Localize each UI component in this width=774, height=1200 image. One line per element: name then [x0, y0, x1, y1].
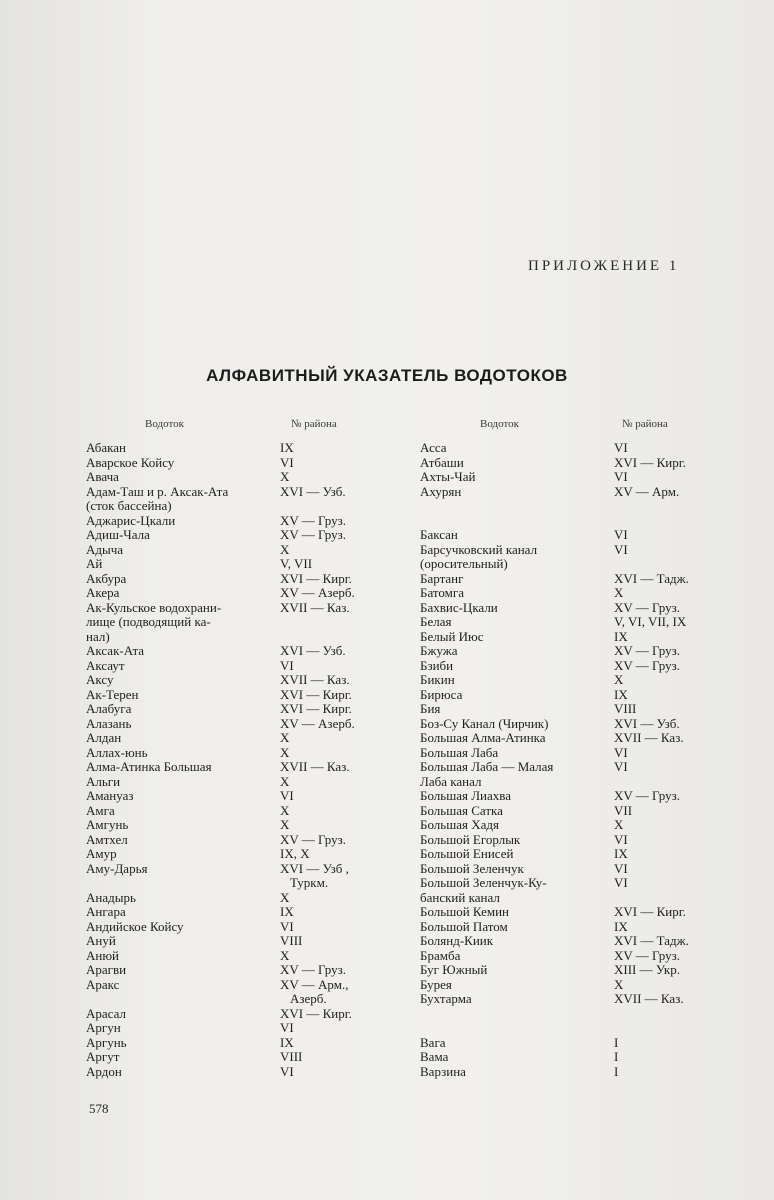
stream-name: Большой Енисей — [420, 846, 514, 861]
index-entry — [86, 470, 396, 485]
district-number: VII — [614, 802, 633, 818]
stream-name: Большая Лаба — Малая Лаба канал — [420, 759, 554, 789]
stream-name: Белый Июс — [420, 628, 484, 644]
index-entry — [420, 731, 720, 746]
district-number: XV — Груз. — [280, 527, 346, 542]
header-district-left: № района — [291, 418, 337, 430]
district-number: VI — [614, 440, 628, 455]
stream-name: Аджарис-Цкали — [86, 512, 176, 528]
stream-name: Бжужа — [420, 643, 458, 658]
district-number: VIII — [280, 933, 303, 948]
stream-name: Арасал — [86, 1005, 126, 1021]
index-entry — [86, 586, 396, 601]
index-entry — [86, 456, 396, 471]
stream-name: Адиш-Чала — [86, 527, 150, 542]
index-entry — [420, 905, 720, 920]
stream-name: Аргунь — [86, 1034, 127, 1050]
district-number: XV — Азерб. — [280, 585, 355, 600]
index-entry — [86, 978, 396, 1007]
district-number: X — [280, 469, 290, 484]
district-number: XV — Арм. — [614, 483, 680, 499]
stream-name: Аварское Койсу — [86, 454, 175, 470]
index-entry — [420, 1036, 720, 1051]
appendix-label: ПРИЛОЖЕНИЕ 1 — [528, 258, 680, 274]
district-number: VI — [280, 657, 294, 673]
index-entry — [86, 746, 396, 761]
index-entry — [86, 1065, 396, 1080]
district-number: XVI — Тадж. — [614, 570, 689, 586]
index-entry — [420, 485, 720, 500]
district-number: XVI — Кирг. — [280, 570, 352, 586]
index-entry — [420, 659, 720, 674]
index-entry — [420, 876, 720, 905]
stream-name: Аксак-Ата — [86, 643, 145, 658]
district-number: XVI — Тадж. — [614, 933, 689, 948]
index-entry — [86, 717, 396, 732]
stream-name: Ак-Терен — [86, 686, 139, 702]
index-entry — [420, 746, 720, 761]
index-entry — [420, 470, 720, 485]
district-number: XV — Груз. — [614, 643, 680, 658]
index-entry — [86, 441, 396, 456]
district-number: XV — Груз. — [280, 831, 346, 847]
index-entry — [86, 833, 396, 848]
stream-name: Бухтарма — [420, 991, 472, 1006]
index-entry — [420, 673, 720, 688]
index-entry — [86, 543, 396, 558]
district-number: VI — [614, 541, 628, 557]
district-number: VI — [614, 860, 628, 876]
stream-name: Вага — [420, 1034, 446, 1050]
index-entry — [86, 862, 396, 891]
stream-name: Ангара — [86, 904, 126, 919]
index-entry — [420, 992, 720, 1007]
index-entry — [420, 543, 720, 572]
index-entry — [86, 1007, 396, 1022]
district-number: XVII — Каз. — [614, 991, 684, 1006]
index-entry — [420, 615, 720, 630]
index-entry — [86, 963, 396, 978]
stream-name: Варзина — [420, 1063, 466, 1079]
district-number: VI — [280, 1063, 294, 1079]
district-number: XIII — Укр. — [614, 962, 681, 977]
district-number: VI — [280, 918, 294, 934]
district-number: X — [280, 802, 290, 818]
stream-name: Ахурян — [420, 483, 462, 499]
stream-name: Бахвис-Цкали — [420, 599, 498, 615]
stream-name: Бия — [420, 701, 441, 716]
stream-name: Буг Южный — [420, 962, 488, 977]
district-number: VI — [614, 875, 628, 890]
stream-name: Бирюса — [420, 686, 463, 702]
district-number: XVI — Кирг. — [280, 701, 352, 716]
stream-name: Асса — [420, 440, 447, 455]
district-number: VI — [280, 1020, 294, 1035]
index-entry — [86, 920, 396, 935]
index-entry — [86, 644, 396, 659]
district-number: XV — Груз. — [280, 962, 346, 977]
index-entry — [420, 528, 720, 543]
index-column-right — [420, 441, 720, 1079]
index-entry — [86, 949, 396, 964]
district-number: XVI — Кирг. — [614, 904, 686, 919]
index-entry — [420, 789, 720, 804]
header-district-right: № района — [622, 418, 668, 430]
district-number: X — [280, 947, 290, 963]
header-stream-left: Водоток — [145, 418, 184, 430]
district-number: V, VII — [280, 556, 313, 571]
stream-name: Брамба — [420, 947, 461, 963]
index-entry — [420, 644, 720, 659]
stream-name: Аллах-юнь — [86, 744, 148, 760]
district-number: IX — [614, 846, 628, 861]
section-gap — [420, 1007, 720, 1022]
district-number: X — [280, 730, 290, 745]
stream-name: Амга — [86, 802, 115, 818]
stream-name: Алазань — [86, 715, 132, 731]
district-number: X — [280, 889, 290, 905]
index-entry — [420, 833, 720, 848]
district-number: X — [614, 976, 624, 992]
index-entry — [420, 934, 720, 949]
district-number: X — [280, 744, 290, 760]
district-number: I — [614, 1049, 619, 1064]
stream-name: Большая Хадя — [420, 817, 499, 832]
district-number: XVII — Каз. — [614, 730, 684, 745]
stream-name: Бзиби — [420, 657, 454, 673]
stream-name: Алма-Атинка Большая — [86, 759, 212, 774]
stream-name: Аму-Дарья — [86, 860, 148, 876]
index-entry — [86, 702, 396, 717]
district-number: X — [280, 817, 290, 832]
district-number: XVII — Каз. — [280, 759, 350, 774]
index-entry — [86, 934, 396, 949]
index-entry — [86, 688, 396, 703]
district-number: XV — Груз. — [280, 512, 346, 528]
section-gap — [420, 499, 720, 514]
index-entry — [86, 1036, 396, 1051]
district-number: XVI — Кирг. — [614, 454, 686, 470]
header-stream-right: Водоток — [480, 418, 519, 430]
index-entry — [420, 688, 720, 703]
index-entry — [86, 818, 396, 833]
stream-name: Арагви — [86, 962, 127, 977]
stream-name: Боз-Су Канал (Чирчик) — [420, 715, 549, 731]
district-number: IX — [280, 904, 294, 919]
index-entry — [420, 586, 720, 601]
stream-name: Бурея — [420, 976, 452, 992]
index-entry — [420, 847, 720, 862]
stream-name: Акбура — [86, 570, 127, 586]
index-entry — [86, 485, 396, 514]
stream-name: Бартанг — [420, 570, 464, 586]
district-number: XVI — Узб , Туркм. — [280, 860, 349, 890]
district-number: I — [614, 1063, 619, 1079]
index-entry — [86, 804, 396, 819]
district-number: XVII — Каз. — [280, 599, 350, 615]
stream-name: Ахты-Чай — [420, 469, 476, 484]
district-number: VIII — [614, 701, 637, 716]
stream-name: Аксу — [86, 672, 114, 687]
index-entry — [420, 572, 720, 587]
index-entry — [420, 717, 720, 732]
stream-name: Анадырь — [86, 889, 136, 905]
index-entry — [86, 1050, 396, 1065]
stream-name: Ануй — [86, 933, 116, 948]
district-number: XV — Арм., Азерб. — [280, 976, 349, 1006]
district-number: VI — [614, 527, 628, 542]
stream-name: Большой Зеленчук — [420, 860, 524, 876]
stream-name: Алабуга — [86, 701, 132, 716]
district-number: XVI — Узб. — [614, 715, 680, 731]
index-entry — [86, 847, 396, 862]
district-number: IX — [614, 628, 628, 644]
district-number: I — [614, 1034, 619, 1050]
index-entry — [86, 760, 396, 775]
district-number: X — [280, 541, 290, 557]
stream-name: Большая Сатка — [420, 802, 503, 818]
district-number: VI — [280, 454, 294, 470]
stream-name: Амануаз — [86, 788, 134, 803]
district-number: IX — [614, 686, 628, 702]
stream-name: Аракс — [86, 976, 120, 992]
district-number: X — [614, 585, 624, 600]
section-gap — [420, 1021, 720, 1036]
district-number: IX — [280, 440, 294, 455]
district-number: XV — Азерб. — [280, 715, 355, 731]
index-entry — [86, 789, 396, 804]
district-number: X — [614, 817, 624, 832]
stream-name: Большой Егорлык — [420, 831, 521, 847]
stream-name: Алдан — [86, 730, 122, 745]
district-number: IX — [280, 1034, 294, 1050]
index-entry — [420, 949, 720, 964]
index-entry — [420, 818, 720, 833]
index-entry — [86, 601, 396, 645]
stream-name: Акера — [86, 585, 120, 600]
stream-name: Большая Лаба — [420, 744, 499, 760]
index-entry — [420, 862, 720, 877]
stream-name: Аргун — [86, 1020, 121, 1035]
stream-name: Батомга — [420, 585, 464, 600]
stream-name: Авача — [86, 469, 119, 484]
index-entry — [420, 963, 720, 978]
district-number: XVI — Узб. — [280, 643, 346, 658]
district-number: X — [280, 773, 290, 789]
district-number: VIII — [280, 1049, 303, 1064]
stream-name: Анюй — [86, 947, 120, 963]
index-entry — [86, 557, 396, 572]
index-entry — [420, 630, 720, 645]
stream-name: Баксан — [420, 527, 458, 542]
index-entry — [86, 775, 396, 790]
district-number: XV — Груз. — [614, 947, 680, 963]
stream-name: Андийское Койсу — [86, 918, 184, 934]
index-entry — [420, 456, 720, 471]
index-entry — [86, 572, 396, 587]
stream-name: Бикин — [420, 672, 455, 687]
index-entry — [420, 804, 720, 819]
index-entry — [86, 1021, 396, 1036]
stream-name: Ай — [86, 556, 103, 571]
index-entry — [86, 905, 396, 920]
district-number: IX — [614, 918, 628, 934]
stream-name: Аксаут — [86, 657, 125, 673]
stream-name: Белая — [420, 614, 452, 629]
district-number: XV — Груз. — [614, 599, 680, 615]
district-number: X — [614, 672, 624, 687]
index-column-left — [86, 441, 396, 1079]
district-number: VI — [614, 744, 628, 760]
stream-name: Амур — [86, 846, 117, 861]
stream-name: Альги — [86, 773, 121, 789]
stream-name: Ардон — [86, 1063, 122, 1079]
stream-name: Большой Кемин — [420, 904, 510, 919]
district-number: VI — [280, 788, 294, 803]
stream-name: Адам-Таш и р. Аксак-Ата (сток бассейна) — [86, 483, 229, 513]
index-entry — [420, 1050, 720, 1065]
stream-name: Ак-Кульское водохрани- лище (подводящий ка- нал) — [86, 599, 222, 644]
district-number: XVI — Кирг. — [280, 686, 352, 702]
district-number: XVI — Узб. — [280, 483, 346, 499]
district-number: VI — [614, 759, 628, 774]
page-number: 578 — [89, 1101, 109, 1116]
stream-name: Абакан — [86, 440, 126, 455]
index-entry — [420, 601, 720, 616]
stream-name: Амтхел — [86, 831, 128, 847]
stream-name: Большой Зеленчук-Ку- банский канал — [420, 875, 547, 905]
district-number: IX, X — [280, 846, 310, 861]
stream-name: Вама — [420, 1049, 449, 1064]
page-title: АЛФАВИТНЫЙ УКАЗАТЕЛЬ ВОДОТОКОВ — [206, 366, 568, 385]
index-entry — [420, 920, 720, 935]
index-entry — [420, 702, 720, 717]
district-number: XV — Груз. — [614, 657, 680, 673]
stream-name: Барсучковский канал (оросительный) — [420, 541, 538, 571]
index-entry — [420, 978, 720, 993]
stream-name: Атбаши — [420, 454, 464, 470]
stream-name: Большой Патом — [420, 918, 508, 934]
district-number: XV — Груз. — [614, 788, 680, 803]
district-number: VI — [614, 469, 628, 484]
stream-name: Болянд-Киик — [420, 933, 494, 948]
index-entry — [86, 659, 396, 674]
stream-name: Адыча — [86, 541, 124, 557]
district-number: VI — [614, 831, 628, 847]
stream-name: Большая Алма-Атинка — [420, 730, 546, 745]
index-entry — [420, 441, 720, 456]
index-entry — [420, 760, 720, 789]
district-number: XVI — Кирг. — [280, 1005, 352, 1021]
stream-name: Большая Лиахва — [420, 788, 511, 803]
index-entry — [86, 528, 396, 543]
stream-name: Аргут — [86, 1049, 120, 1064]
index-entry — [86, 891, 396, 906]
stream-name: Амгунь — [86, 817, 129, 832]
index-entry — [86, 731, 396, 746]
district-number: V, VI, VII, IX — [614, 614, 687, 629]
index-entry — [420, 1065, 720, 1080]
index-entry — [86, 673, 396, 688]
section-gap — [420, 514, 720, 529]
index-entry — [86, 514, 396, 529]
district-number: XVII — Каз. — [280, 672, 350, 687]
